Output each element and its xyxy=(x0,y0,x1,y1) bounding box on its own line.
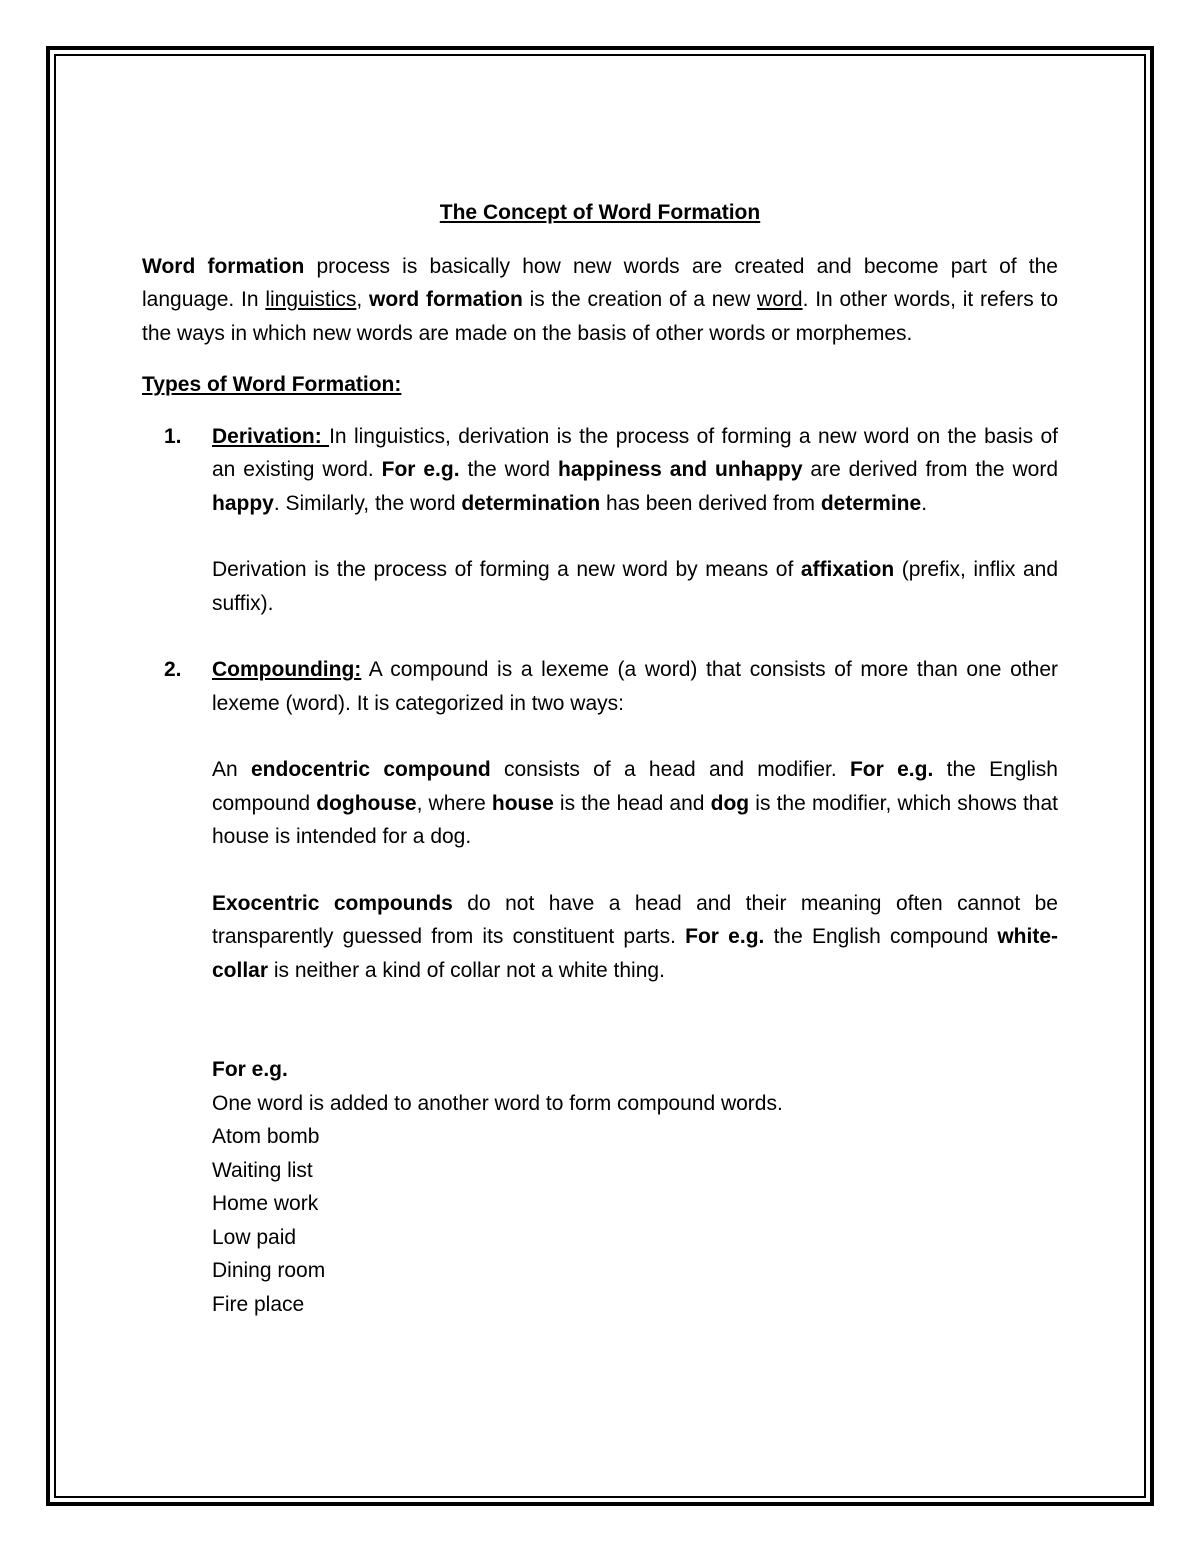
compounding-text: is neither a kind of collar not a white thing. xyxy=(268,958,665,982)
list-item-compounding xyxy=(142,653,1058,1321)
derivation-text: has been derived from xyxy=(600,491,821,515)
spacer xyxy=(212,720,1058,753)
compounding-text: An xyxy=(212,758,251,781)
example-item: Atom bomb xyxy=(212,1125,320,1148)
spacer xyxy=(212,520,1058,553)
spacer xyxy=(212,854,1058,887)
derivation-paragraph-1 xyxy=(212,420,1058,521)
example-label xyxy=(212,1053,1058,1087)
types-list xyxy=(142,420,1058,1322)
bold-text: house xyxy=(491,791,554,815)
exocentric-paragraph xyxy=(212,887,1058,988)
bold-text: determination xyxy=(461,491,601,515)
bold-text: happy xyxy=(212,491,274,515)
spacer xyxy=(212,987,1058,1053)
derivation-text: In linguistics, derivation is the process of forming a new word on the basis of an existing word. xyxy=(212,424,1058,481)
derivation-paragraph-2 xyxy=(212,553,1058,620)
compounding-paragraph-1 xyxy=(212,653,1058,720)
derivation-text: are derived from the word xyxy=(802,458,1058,481)
derivation-text: Derivation is the process of forming a new word by means of xyxy=(212,558,801,581)
bold-text: white- collar xyxy=(212,925,1059,982)
spacer xyxy=(212,620,1058,653)
bold-text: affixation xyxy=(800,558,895,581)
example-item: Dining room xyxy=(212,1259,326,1282)
intro-text-2: , xyxy=(356,288,370,311)
intro-text-4: . In other words, it refers to the ways in which new words are made on the basis of other words or morphemes. xyxy=(142,288,1059,345)
compounding-text: , where xyxy=(416,791,492,815)
bold-text: dog xyxy=(710,791,750,815)
compounding-text: the English compound xyxy=(212,758,1058,815)
bold-text: determine xyxy=(820,491,922,515)
compounding-heading: Compounding: xyxy=(212,658,362,681)
endocentric-paragraph xyxy=(212,753,1058,854)
bold-text: happiness and unhappy xyxy=(558,458,803,481)
types-heading: Types of Word Formation: xyxy=(142,373,402,396)
bold-text: endocentric compound xyxy=(251,758,491,781)
example-item: Home work xyxy=(212,1192,319,1215)
compounding-text: consists of a head and modifier. xyxy=(490,758,850,781)
bold-text: For e.g. xyxy=(849,758,934,781)
derivation-text: the word xyxy=(459,458,558,481)
example-intro: One word is added to another word to form compound words. xyxy=(212,1091,783,1115)
intro-text-1: process is basically how new words are created and become part of the language. In xyxy=(142,254,1058,311)
intro-bold-2: word formation xyxy=(369,288,523,311)
bold-text: For e.g. xyxy=(212,1058,288,1081)
derivation-text: . Similarly, the word xyxy=(273,491,462,515)
bold-text: For e.g. xyxy=(381,458,460,481)
bold-text: doghouse xyxy=(316,791,417,815)
derivation-text: (prefix, inflix and suffix). xyxy=(212,558,1058,615)
document-title: The Concept of Word Formation xyxy=(439,201,761,224)
intro-bold-1: Word formation xyxy=(142,254,305,278)
example-item: Fire place xyxy=(212,1292,305,1316)
list-item-derivation xyxy=(142,420,1058,654)
compounding-text: do not have a head and their meaning often cannot be transparently guessed from its constituent parts. xyxy=(212,891,1058,948)
intro-text-3: is the creation of a new xyxy=(522,288,758,311)
example-item: Low paid xyxy=(212,1225,297,1249)
list-number: 2. xyxy=(164,658,182,681)
compounding-text: A compound is a lexeme (a word) that consists of more than one other lexeme (word). It is categorized in two ways: xyxy=(212,658,1058,715)
derivation-heading: Derivation: xyxy=(212,424,330,448)
linguistics-link: linguistics xyxy=(265,288,357,311)
bold-text: For e.g. xyxy=(685,925,765,948)
intro-paragraph xyxy=(142,250,1058,351)
list-number: 1. xyxy=(164,424,182,448)
derivation-text: . xyxy=(921,491,928,515)
compounding-text: the English compound xyxy=(764,925,998,948)
bold-text: Exocentric compounds xyxy=(212,891,453,915)
example-item: Waiting list xyxy=(212,1158,313,1182)
compounding-text: is the modifier, which shows that house is intended for a dog. xyxy=(212,791,1059,848)
word-link: word xyxy=(757,288,803,311)
compounding-text: is the head and xyxy=(553,791,711,815)
document-body xyxy=(142,196,1058,1321)
